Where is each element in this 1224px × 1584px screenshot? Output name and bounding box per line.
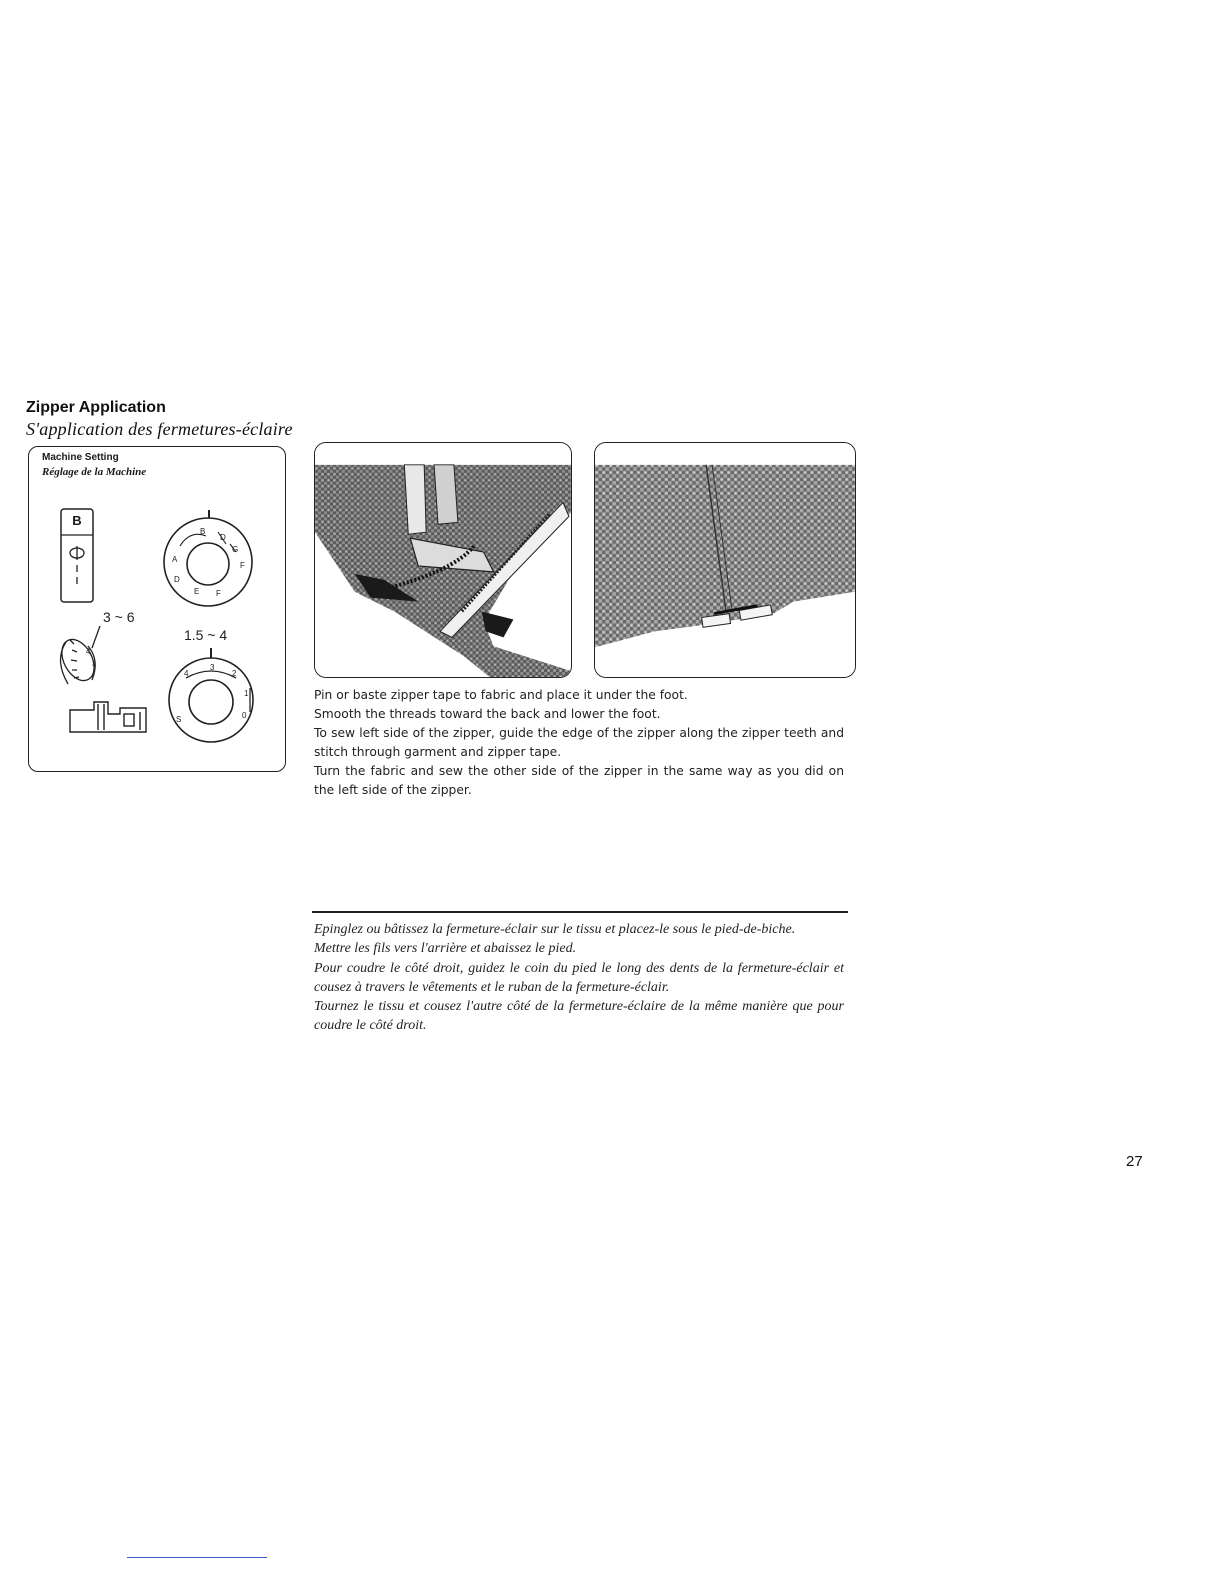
svg-text:3: 3: [210, 663, 215, 672]
svg-text:B: B: [200, 527, 206, 536]
finished-zipper-photo: [594, 442, 856, 678]
instruction-step-french: Tournez le tissu et cousez l'autre côté de la fermeture-éclaire de la même manière que pour coudre le côté droit.: [314, 999, 844, 1034]
section-title-french: S'application des fermetures-éclaire: [26, 419, 293, 439]
sewing-zipper-photo-image: [315, 443, 571, 677]
svg-text:A: A: [172, 555, 178, 564]
instructions-english: [314, 686, 844, 800]
section-divider: [312, 911, 848, 913]
machine-setting-label-french: Réglage de la Machine: [42, 466, 147, 478]
instruction-step-french: Pour coudre le côté droit, guidez le coin du pied le long des dents de la fermeture-éclair et cousez à travers le vêtements et le ruban de la fermeture-éclair.: [314, 960, 844, 995]
instruction-step: Turn the fabric and sew the other side of the zipper in the same way as you did on the left side of the zipper.: [314, 764, 844, 797]
stitch-length-range: 1.5 ~ 4: [184, 627, 228, 643]
instruction-step-french: Mettre les fils vers l'arrière et abaissez le pied.: [314, 941, 577, 957]
instruction-step: Pin or baste zipper tape to fabric and place it under the foot.: [314, 688, 688, 702]
instruction-step: To sew left side of the zipper, guide the edge of the zipper along the zipper teeth and stitch through garment and zipper tape.: [314, 726, 844, 759]
sewing-zipper-photo: [314, 442, 572, 678]
stitch-width-range: 3 ~ 6: [103, 609, 135, 625]
instruction-step-french: Epinglez ou bâtissez la fermeture-éclair sur le tissu et placez-le sous le pied-de-biche.: [314, 922, 796, 937]
finished-zipper-photo-image: [595, 443, 855, 677]
machine-setting-label: Machine Setting: [42, 452, 119, 463]
svg-text:4: 4: [86, 647, 91, 656]
stitch-width-knob-icon: [52, 620, 122, 692]
pattern-letter: B: [72, 513, 82, 528]
instructions-french: [314, 920, 844, 1036]
svg-text:S: S: [176, 715, 182, 724]
svg-text:D: D: [174, 575, 180, 584]
section-title: Zipper Application: [26, 399, 166, 416]
svg-text:3: 3: [92, 661, 96, 668]
svg-text:G: G: [232, 545, 239, 554]
zipper-foot-icon: [68, 700, 150, 736]
svg-text:2: 2: [232, 669, 237, 678]
svg-text:0: 0: [242, 711, 247, 720]
svg-text:1: 1: [244, 689, 249, 698]
stitch-length-dial-icon: [164, 648, 258, 744]
svg-text:F: F: [240, 561, 245, 570]
svg-text:F: F: [216, 589, 221, 598]
instruction-step: Smooth the threads toward the back and lower the foot.: [314, 707, 661, 721]
svg-text:4: 4: [184, 669, 189, 678]
footer-link-line: [127, 1557, 267, 1558]
pattern-dial-icon: [160, 510, 256, 608]
svg-text:E: E: [194, 587, 200, 596]
svg-text:D: D: [220, 533, 226, 542]
page-number: 27: [1126, 1153, 1143, 1170]
